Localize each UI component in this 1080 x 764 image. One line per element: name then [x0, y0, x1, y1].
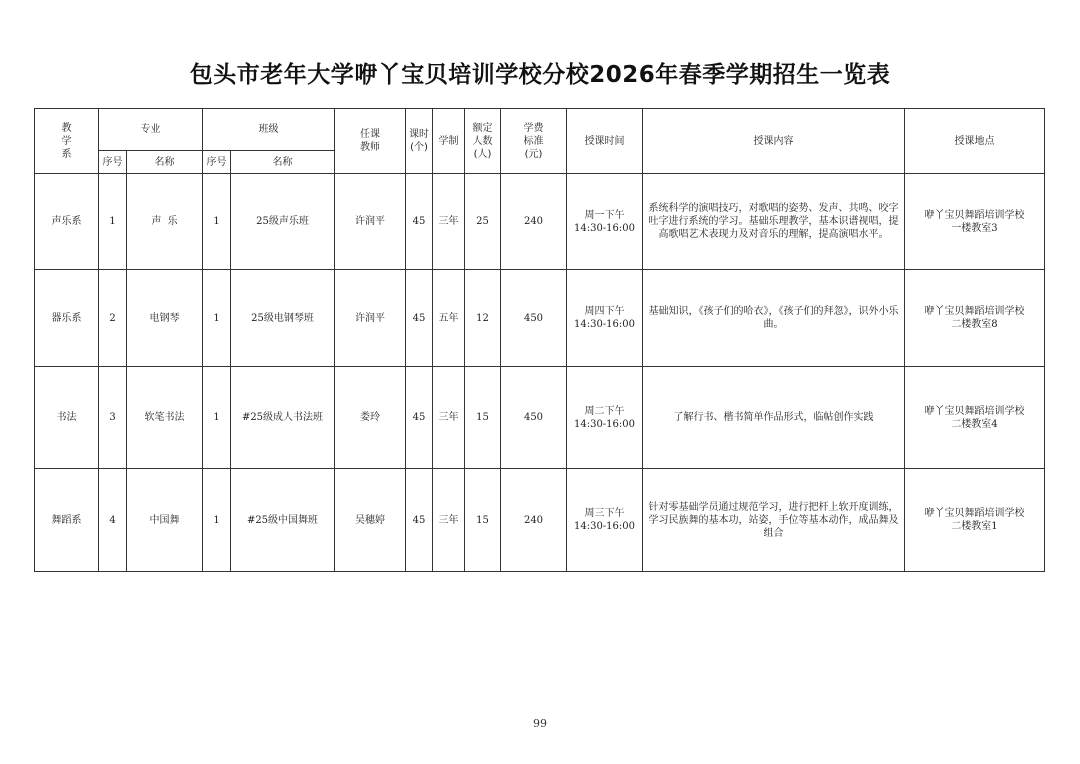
cell-teacher: 娄玲 — [335, 367, 406, 469]
header-hours: 课时 (个) — [406, 109, 433, 174]
cell-fee: 450 — [501, 367, 567, 469]
cell-department: 舞蹈系 — [35, 469, 99, 572]
cell-hours: 45 — [406, 270, 433, 367]
cell-quota: 15 — [465, 469, 501, 572]
cell-major-name: 中国舞 — [127, 469, 203, 572]
cell-major-no: 4 — [99, 469, 127, 572]
header-class: 班级 — [203, 109, 335, 151]
cell-class-name: 25级电钢琴班 — [231, 270, 335, 367]
cell-major-no: 2 — [99, 270, 127, 367]
header-quota: 额定 人数 (人) — [465, 109, 501, 174]
document-title: 包头市老年大学咿丫宝贝培训学校分校2026年春季学期招生一览表 — [189, 62, 891, 88]
cell-content: 针对零基础学员通过规范学习，进行把杆上软开度训练，学习民族舞的基本功，站姿，手位等基本动作，成品舞及组合 — [643, 469, 905, 572]
cell-department: 声乐系 — [35, 174, 99, 270]
cell-major-name: 声 乐 — [127, 174, 203, 270]
cell-time: 周一下午 14:30-16:00 — [567, 174, 643, 270]
header-department: 教 学 系 — [35, 109, 99, 174]
cell-content: 了解行书、楷书简单作品形式，临帖创作实践 — [643, 367, 905, 469]
cell-department: 书法 — [35, 367, 99, 469]
cell-class-no: 1 — [203, 174, 231, 270]
header-class-no: 序号 — [203, 151, 231, 174]
cell-teacher: 许润平 — [335, 270, 406, 367]
header-location: 授课地点 — [905, 109, 1045, 174]
cell-major-name: 软笔书法 — [127, 367, 203, 469]
cell-major-name: 电钢琴 — [127, 270, 203, 367]
cell-teacher: 许润平 — [335, 174, 406, 270]
header-duration: 学制 — [433, 109, 465, 174]
header-row-primary — [35, 109, 1045, 151]
cell-class-name: #25级中国舞班 — [231, 469, 335, 572]
cell-duration: 三年 — [433, 174, 465, 270]
cell-fee: 450 — [501, 270, 567, 367]
cell-quota: 15 — [465, 367, 501, 469]
page-number: 99 — [533, 717, 547, 730]
cell-content: 系统科学的演唱技巧，对歌唱的姿势、发声、共鸣、咬字吐字进行系统的学习。基础乐理教学，基本识谱视唱，提高歌唱艺术表现力及对音乐的理解，提高演唱水平。 — [643, 174, 905, 270]
cell-class-no: 1 — [203, 469, 231, 572]
header-major: 专业 — [99, 109, 203, 151]
cell-quota: 12 — [465, 270, 501, 367]
cell-major-no: 3 — [99, 367, 127, 469]
cell-location: 咿丫宝贝舞蹈培训学校 二楼教室8 — [905, 270, 1045, 367]
header-major-name: 名称 — [127, 151, 203, 174]
cell-time: 周三下午 14:30-16:00 — [567, 469, 643, 572]
cell-hours: 45 — [406, 469, 433, 572]
cell-duration: 五年 — [433, 270, 465, 367]
cell-duration: 三年 — [433, 469, 465, 572]
cell-fee: 240 — [501, 174, 567, 270]
cell-location: 咿丫宝贝舞蹈培训学校 二楼教室1 — [905, 469, 1045, 572]
header-fee: 学费 标准 (元) — [501, 109, 567, 174]
table-row — [35, 367, 1045, 469]
table-row — [35, 469, 1045, 572]
cell-location: 咿丫宝贝舞蹈培训学校 二楼教室4 — [905, 367, 1045, 469]
table-row — [35, 174, 1045, 270]
table-row — [35, 270, 1045, 367]
cell-content: 基础知识，《孩子们的哈衣》，《孩子们的拜忽》，识外小乐曲。 — [643, 270, 905, 367]
cell-department: 器乐系 — [35, 270, 99, 367]
cell-duration: 三年 — [433, 367, 465, 469]
cell-location: 咿丫宝贝舞蹈培训学校 一楼教室3 — [905, 174, 1045, 270]
enrollment-table — [34, 108, 1045, 572]
cell-teacher: 吴穗婷 — [335, 469, 406, 572]
header-content: 授课内容 — [643, 109, 905, 174]
header-teacher: 任课 教师 — [335, 109, 406, 174]
cell-fee: 240 — [501, 469, 567, 572]
cell-major-no: 1 — [99, 174, 127, 270]
cell-hours: 45 — [406, 174, 433, 270]
cell-quota: 25 — [465, 174, 501, 270]
header-time: 授课时间 — [567, 109, 643, 174]
cell-time: 周四下午 14:30-16:00 — [567, 270, 643, 367]
header-class-name: 名称 — [231, 151, 335, 174]
cell-time: 周二下午 14:30-16:00 — [567, 367, 643, 469]
cell-class-no: 1 — [203, 270, 231, 367]
cell-hours: 45 — [406, 367, 433, 469]
cell-class-name: 25级声乐班 — [231, 174, 335, 270]
header-major-no: 序号 — [99, 151, 127, 174]
cell-class-name: #25级成人书法班 — [231, 367, 335, 469]
cell-class-no: 1 — [203, 367, 231, 469]
